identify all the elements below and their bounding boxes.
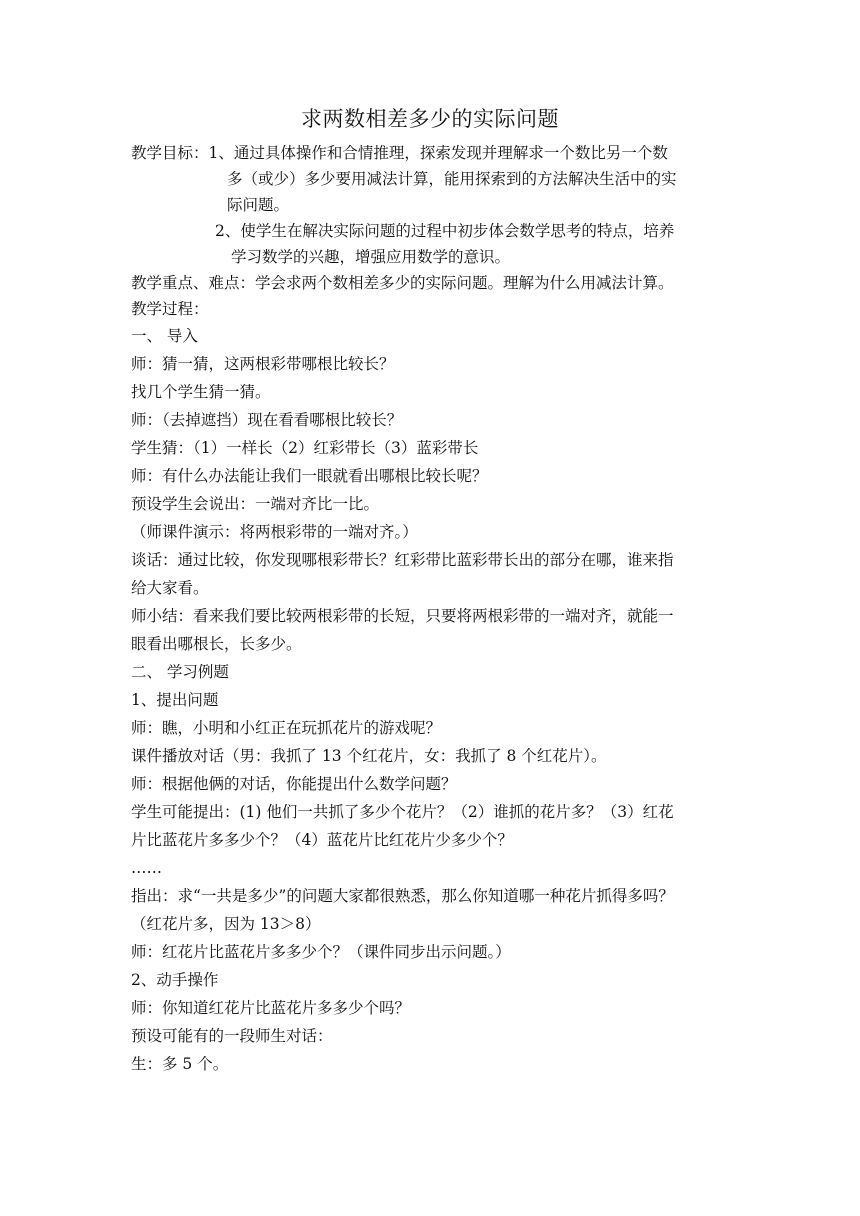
process-label: 教学过程： — [131, 300, 209, 318]
section-1-line: 找几个学生猜一猜。 — [131, 383, 271, 401]
subsection-1-heading: 1、提出问题 — [131, 691, 219, 709]
students-line-1: 学生可能提出：(1) 他们一共抓了多少个花片？（2）谁抓的花片多？（3）红花 — [131, 803, 674, 821]
objective-2-line-2: 学习数学的兴趣，增强应用数学的意识。 — [231, 248, 511, 266]
section-1-line: 师：有什么办法能让我们一眼就看出哪根比较长呢？ — [131, 467, 488, 485]
key-points: 教学重点、难点：学会求两个数相差多少的实际问题。理解为什么用减法计算。 — [131, 274, 674, 292]
section-2-line: 师：你知道红花片比蓝花片多多少个吗？ — [131, 999, 411, 1017]
objective-1-line-2: 多（或少）多少要用减法计算，能用探索到的方法解决生活中的实 — [227, 170, 677, 188]
section-1-line: 学生猜：（1）一样长（2）红彩带长（3）蓝彩带长 — [131, 439, 479, 457]
document-title: 求两数相差多少的实际问题 — [301, 107, 559, 131]
point-line-1: 指出：求“一共是多少”的问题大家都很熟悉，那么你知道哪一种花片抓得多吗？ — [131, 887, 674, 905]
section-2-line: 生：多 5 个。 — [131, 1055, 229, 1073]
document-body — [131, 140, 731, 1078]
section-2-line: 课件播放对话（男：我抓了 13 个红花片，女：我抓了 8 个红花片）。 — [131, 747, 607, 765]
section-1-line: 预设学生会说出：一端对齐比一比。 — [131, 495, 380, 513]
point-line-2: （红花片多，因为 13＞8） — [131, 915, 321, 933]
objective-2-line-1: 2、使学生在解决实际问题的过程中初步体会数学思考的特点，培养 — [215, 222, 675, 240]
talk-line-2: 给大家看。 — [131, 579, 209, 597]
subsection-2-heading: 2、动手操作 — [131, 971, 219, 989]
section-1-line: 师：（去掉遮挡）现在看看哪根比较长？ — [131, 411, 403, 429]
section-2-heading: 二、 学习例题 — [131, 663, 229, 681]
objectives-label: 教学目标： — [131, 144, 209, 162]
objective-1-line-1: 1、通过具体操作和合情推理，探索发现并理解求一个数比另一个数 — [208, 144, 668, 162]
section-2-line: 师：根据他俩的对话，你能提出什么数学问题？ — [131, 775, 457, 793]
objective-1-line-3: 际问题。 — [227, 196, 290, 214]
question-line: 师：红花片比蓝花片多多少个？（课件同步出示问题。） — [131, 943, 511, 961]
section-2-line: 师：瞧，小明和小红正在玩抓花片的游戏呢？ — [131, 719, 442, 737]
students-line-2: 片比蓝花片多多少个？（4）蓝花片比红花片少多少个？ — [131, 831, 513, 849]
summary-line-1: 师小结：看来我们要比较两根彩带的长短，只要将两根彩带的一端对齐，就能一 — [131, 607, 674, 625]
section-1-heading: 一、 导入 — [131, 327, 198, 345]
objectives-line-1 — [131, 140, 731, 166]
section-1-line: 师：猜一猜，这两根彩带哪根比较长？ — [131, 355, 395, 373]
ellipsis: …… — [131, 859, 162, 877]
talk-line-1: 谈话：通过比较，你发现哪根彩带长？红彩带比蓝彩带长出的部分在哪，谁来指 — [131, 551, 674, 569]
section-1-line: （师课件演示：将两根彩带的一端对齐。） — [131, 523, 418, 541]
section-2-line: 预设可能有的一段师生对话： — [131, 1027, 333, 1045]
summary-line-2: 眼看出哪根长，长多少。 — [131, 635, 302, 653]
